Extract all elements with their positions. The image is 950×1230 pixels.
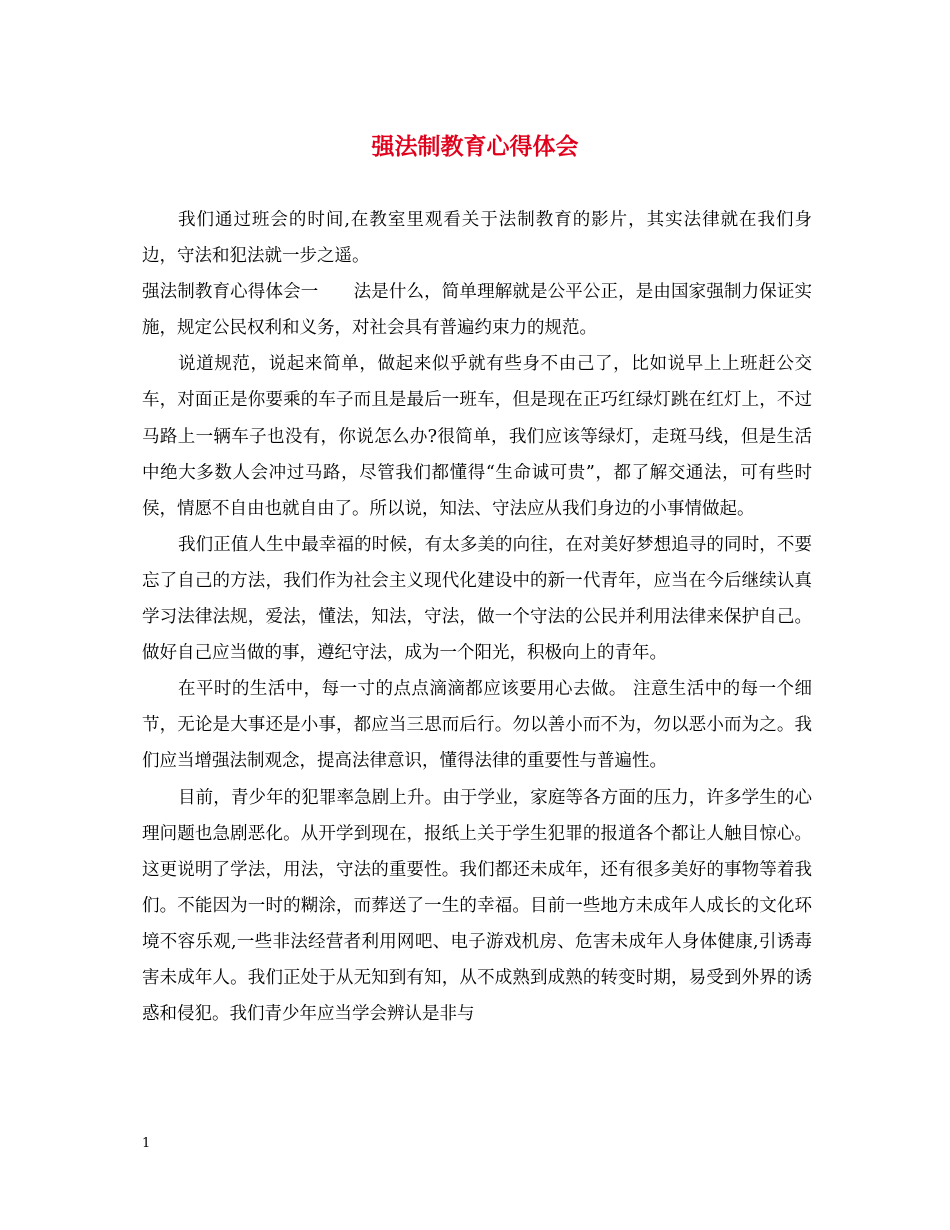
document-title: 强法制教育心得体会	[371, 133, 579, 160]
page-number: 1	[142, 1136, 151, 1151]
paragraph: 我们通过班会的时间,在教室里观看关于法制教育的影片，其实法律就在我们身边，守法和犯法就一步之遥。	[142, 210, 812, 267]
paragraph: 我们正值人生中最幸福的时候，有太多美的向往，在对美好梦想追寻的同时，不要忘了自己的方法，我们作为社会主义现代化建设中的新一代青年，应当在今后继续认真学习法律法规，爱法，懂法，知法，守法，做一个守法的公民并利用法律来保护自己。做好自己应当做的事，遵纪守法，成为一个阳光，积极向上的青年。	[142, 534, 812, 664]
paragraph: 说道规范，说起来简单，做起来似乎就有些身不由己了，比如说早上上班赶公交车，对面正是你要乘的车子而且是最后一班车，但是现在正巧红绿灯跳在红灯上，不过马路上一辆车子也没有，你说怎么办?很简单，我们应该等绿灯，走斑马线，但是生活中绝大多数人会冲过马路，尽管我们都懂得“生命诚可贵”，都了解交通法，可有些时侯，情愿不自由也就自由了。所以说，知法、守法应从我们身边的小事情做起。	[142, 354, 812, 519]
document-body	[142, 202, 812, 1032]
paragraph: 强法制教育心得体会一 法是什么，简单理解就是公平公正，是由国家强制力保证实施，规定公民权利和义务，对社会具有普遍约束力的规范。	[142, 282, 812, 339]
paragraph: 在平时的生活中，每一寸的点点滴滴都应该要用心去做。 注意生活中的每一个细节，无论是大事还是小事，都应当三思而后行。勿以善小而不为，勿以恶小而为之。我们应当增强法制观念，提高法律意识，懂得法律的重要性与普遍性。	[142, 679, 812, 772]
paragraph: 目前，青少年的犯罪率急剧上升。由于学业，家庭等各方面的压力，许多学生的心理问题也急剧恶化。从开学到现在，报纸上关于学生犯罪的报道各个都让人触目惊心。这更说明了学法，用法，守法的重要性。我们都还未成年，还有很多美好的事物等着我们。不能因为一时的糊涂，而葬送了一生的幸福。目前一些地方未成年人成长的文化环境不容乐观,一些非法经营者利用网吧、电子游戏机房、危害未成年人身体健康,引诱毒害未成年人。我们正处于从无知到有知，从不成熟到成熟的转变时期，易受到外界的诱惑和侵犯。我们青少年应当学会辨认是非与	[142, 787, 812, 1025]
